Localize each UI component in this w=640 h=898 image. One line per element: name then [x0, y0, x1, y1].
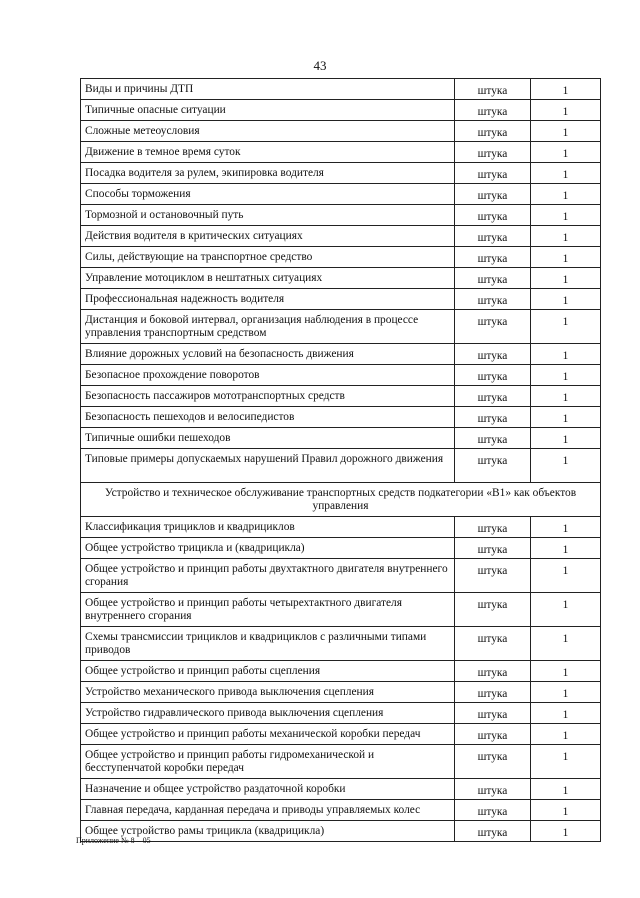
table-row: [81, 428, 601, 449]
table-section: [81, 483, 601, 517]
section-header-row: [81, 483, 601, 517]
item-quantity-cell: 1: [531, 661, 601, 682]
item-name-cell: Общее устройство и принцип работы механической коробки передач: [81, 724, 455, 745]
item-name-cell: Типовые примеры допускаемых нарушений Правил дорожного движения: [81, 449, 455, 483]
table-row: [81, 268, 601, 289]
item-name-cell: Действия водителя в критических ситуациях: [81, 226, 455, 247]
table-row: [81, 407, 601, 428]
item-quantity-cell: 1: [531, 800, 601, 821]
table-body-group-2: [81, 517, 601, 842]
table-row: [81, 121, 601, 142]
item-name-cell: Безопасное прохождение поворотов: [81, 365, 455, 386]
item-unit-cell: штука: [455, 247, 531, 268]
item-name-cell: Общее устройство рамы трицикла (квадрицикла): [81, 821, 455, 842]
item-unit-cell: штука: [455, 184, 531, 205]
item-name-cell: Безопасность пешеходов и велосипедистов: [81, 407, 455, 428]
item-name-cell: Назначение и общее устройство раздаточной коробки: [81, 779, 455, 800]
table-row: [81, 310, 601, 344]
item-quantity-cell: 1: [531, 289, 601, 310]
section-title: Устройство и техническое обслуживание транспортных средств подкатегории «В1» как объектов управления: [81, 483, 601, 517]
table-row: [81, 779, 601, 800]
table-row: [81, 344, 601, 365]
item-quantity-cell: 1: [531, 407, 601, 428]
item-name-cell: Посадка водителя за рулем, экипировка водителя: [81, 163, 455, 184]
item-unit-cell: штука: [455, 800, 531, 821]
table-row: [81, 517, 601, 538]
item-quantity-cell: 1: [531, 593, 601, 627]
table-row: [81, 559, 601, 593]
item-quantity-cell: 1: [531, 365, 601, 386]
item-quantity-cell: 1: [531, 100, 601, 121]
item-name-cell: Типичные опасные ситуации: [81, 100, 455, 121]
item-unit-cell: штука: [455, 745, 531, 779]
item-unit-cell: штука: [455, 121, 531, 142]
table-row: [81, 724, 601, 745]
item-name-cell: Схемы трансмиссии трициклов и квадрициклов с различными типами приводов: [81, 627, 455, 661]
item-quantity-cell: 1: [531, 79, 601, 100]
item-quantity-cell: 1: [531, 559, 601, 593]
item-unit-cell: штука: [455, 386, 531, 407]
item-unit-cell: штука: [455, 517, 531, 538]
table-row: [81, 142, 601, 163]
item-quantity-cell: 1: [531, 703, 601, 724]
table-row: [81, 682, 601, 703]
item-name-cell: Общее устройство и принцип работы четырехтактного двигателя внутреннего сгорания: [81, 593, 455, 627]
item-unit-cell: штука: [455, 559, 531, 593]
table-row: [81, 627, 601, 661]
item-unit-cell: штука: [455, 289, 531, 310]
table-row: [81, 226, 601, 247]
item-quantity-cell: 1: [531, 268, 601, 289]
item-quantity-cell: 1: [531, 449, 601, 483]
item-name-cell: Сложные метеоусловия: [81, 121, 455, 142]
item-name-cell: Общее устройство трицикла и (квадрицикла): [81, 538, 455, 559]
table-row: [81, 593, 601, 627]
item-quantity-cell: 1: [531, 247, 601, 268]
item-name-cell: Тормозной и остановочный путь: [81, 205, 455, 226]
item-quantity-cell: 1: [531, 184, 601, 205]
item-name-cell: Движение в темное время суток: [81, 142, 455, 163]
item-unit-cell: штука: [455, 779, 531, 800]
table-row: [81, 247, 601, 268]
table-row: [81, 661, 601, 682]
item-name-cell: Дистанция и боковой интервал, организация наблюдения в процессе управления транспортным средством: [81, 310, 455, 344]
item-unit-cell: штука: [455, 724, 531, 745]
item-name-cell: Типичные ошибки пешеходов: [81, 428, 455, 449]
item-name-cell: Общее устройство и принцип работы гидромеханической и бесступенчатой коробки передач: [81, 745, 455, 779]
item-unit-cell: штука: [455, 100, 531, 121]
item-unit-cell: штука: [455, 428, 531, 449]
item-quantity-cell: 1: [531, 538, 601, 559]
item-name-cell: Общее устройство и принцип работы сцепления: [81, 661, 455, 682]
item-name-cell: Управление мотоциклом в нештатных ситуациях: [81, 268, 455, 289]
item-unit-cell: штука: [455, 226, 531, 247]
item-quantity-cell: 1: [531, 310, 601, 344]
item-unit-cell: штука: [455, 142, 531, 163]
table-row: [81, 205, 601, 226]
item-name-cell: Устройство механического привода выключения сцепления: [81, 682, 455, 703]
table-row: [81, 386, 601, 407]
item-quantity-cell: 1: [531, 121, 601, 142]
item-quantity-cell: 1: [531, 386, 601, 407]
table-row: [81, 163, 601, 184]
item-unit-cell: штука: [455, 821, 531, 842]
table-row: [81, 821, 601, 842]
item-name-cell: Безопасность пассажиров мототранспортных средств: [81, 386, 455, 407]
item-quantity-cell: 1: [531, 821, 601, 842]
table-row: [81, 538, 601, 559]
table-row: [81, 703, 601, 724]
item-unit-cell: штука: [455, 682, 531, 703]
table-row: [81, 365, 601, 386]
item-name-cell: Главная передача, карданная передача и приводы управляемых колес: [81, 800, 455, 821]
equipment-table: [80, 78, 601, 842]
item-quantity-cell: 1: [531, 428, 601, 449]
item-unit-cell: штука: [455, 365, 531, 386]
table-body-group-1: [81, 79, 601, 483]
page-number: 43: [313, 58, 327, 73]
item-quantity-cell: 1: [531, 745, 601, 779]
item-name-cell: Общее устройство и принцип работы двухтактного двигателя внутреннего сгорания: [81, 559, 455, 593]
item-unit-cell: штука: [455, 407, 531, 428]
item-name-cell: Профессиональная надежность водителя: [81, 289, 455, 310]
item-quantity-cell: 1: [531, 344, 601, 365]
footer-note: Приложение № 8 – 05: [76, 836, 151, 845]
item-name-cell: Силы, действующие на транспортное средство: [81, 247, 455, 268]
table-row: [81, 289, 601, 310]
item-quantity-cell: 1: [531, 682, 601, 703]
table-row: [81, 449, 601, 483]
item-unit-cell: штука: [455, 205, 531, 226]
item-unit-cell: штука: [455, 310, 531, 344]
table-row: [81, 79, 601, 100]
item-quantity-cell: 1: [531, 205, 601, 226]
item-name-cell: Влияние дорожных условий на безопасность движения: [81, 344, 455, 365]
item-quantity-cell: 1: [531, 142, 601, 163]
table-row: [81, 800, 601, 821]
table-row: [81, 100, 601, 121]
item-quantity-cell: 1: [531, 779, 601, 800]
item-unit-cell: штука: [455, 163, 531, 184]
item-name-cell: Классификация трициклов и квадрициклов: [81, 517, 455, 538]
item-unit-cell: штука: [455, 661, 531, 682]
item-name-cell: Виды и причины ДТП: [81, 79, 455, 100]
item-unit-cell: штука: [455, 449, 531, 483]
table-row: [81, 745, 601, 779]
item-unit-cell: штука: [455, 703, 531, 724]
item-quantity-cell: 1: [531, 226, 601, 247]
item-unit-cell: штука: [455, 538, 531, 559]
item-unit-cell: штука: [455, 79, 531, 100]
item-unit-cell: штука: [455, 593, 531, 627]
item-name-cell: Способы торможения: [81, 184, 455, 205]
table-row: [81, 184, 601, 205]
item-name-cell: Устройство гидравлического привода выключения сцепления: [81, 703, 455, 724]
item-quantity-cell: 1: [531, 163, 601, 184]
item-quantity-cell: 1: [531, 517, 601, 538]
item-unit-cell: штука: [455, 344, 531, 365]
item-quantity-cell: 1: [531, 627, 601, 661]
item-quantity-cell: 1: [531, 724, 601, 745]
item-unit-cell: штука: [455, 268, 531, 289]
item-unit-cell: штука: [455, 627, 531, 661]
